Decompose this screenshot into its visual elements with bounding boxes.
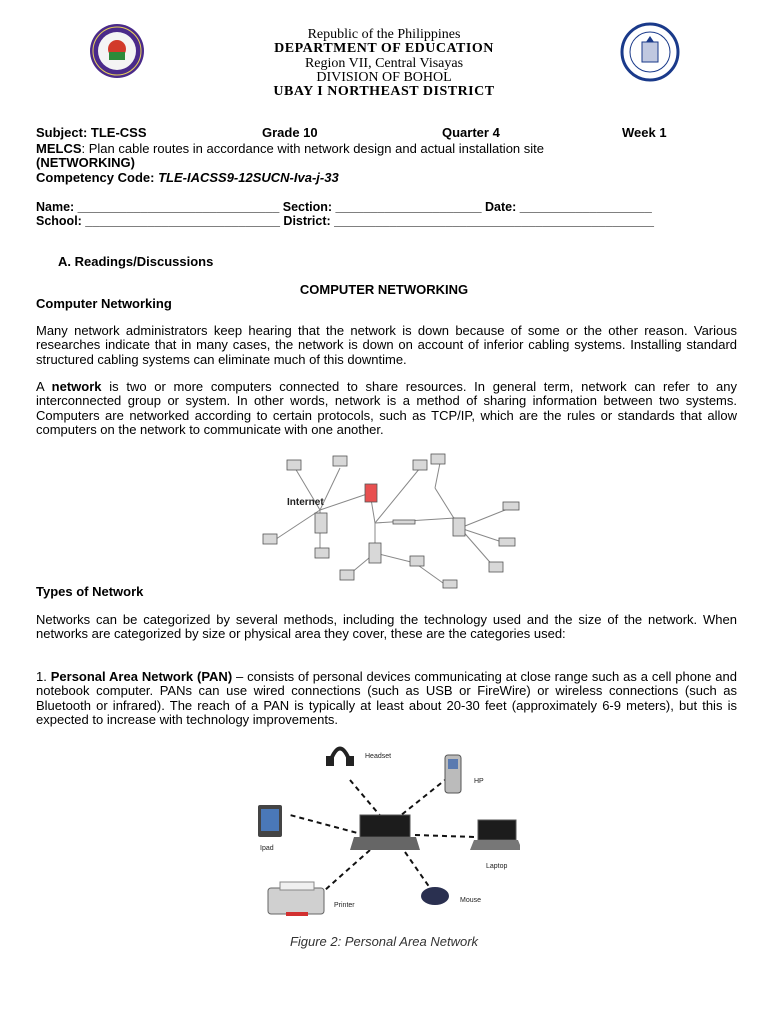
- headset-label: Headset: [365, 753, 392, 760]
- network-diagram-figure: [245, 448, 530, 590]
- printer-icon: [268, 888, 324, 914]
- section-a-heading: A. Readings/Discussions: [58, 254, 214, 269]
- paragraph-categories: Networks can be categorized by several methods, including the technology used and the size of the network. When networks are categorized by size or physical area they cover, these are the categories used:: [36, 612, 737, 642]
- paragraph-intro: Many network administrators keep hearing that the network is down because of some or the other reason. Various researches indicate that in many cases, the network is down on account of inferior cabling systems. Installing standard structured cabling systems can eliminate much of this downtime.: [36, 323, 737, 367]
- network-term: network: [51, 379, 102, 394]
- subject-label: Subject: TLE-CSS: [36, 125, 147, 140]
- laptop-label: Laptop: [486, 863, 508, 870]
- quarter-label: Quarter 4: [442, 125, 500, 140]
- header-division: DIVISION OF BOHOL: [316, 70, 452, 85]
- competency-label: Competency Code:: [36, 170, 159, 185]
- para2-text-a: A: [36, 379, 52, 394]
- paragraph-network-definition: [36, 380, 737, 438]
- school-district-line: School: ____________________________ District: ______________________________________________: [36, 214, 654, 228]
- page-title: COMPUTER NETWORKING: [299, 282, 469, 297]
- mouse-label: Mouse: [460, 897, 482, 904]
- name-section-date-line: Name: _____________________________ Section: _____________________ Date: ___________________: [36, 200, 652, 214]
- center-laptop-icon: [360, 815, 410, 837]
- computer-networking-heading: Computer Networking: [36, 296, 172, 311]
- pan-diagram-figure: [250, 730, 520, 925]
- mouse-icon: [421, 887, 449, 905]
- printer-label: Printer: [334, 902, 355, 909]
- header-region: Region VII, Central Visayas: [304, 56, 464, 71]
- internet-label: Internet: [287, 497, 324, 508]
- header-republic: Republic of the Philippines: [307, 27, 461, 42]
- pan-number: 1.: [36, 669, 51, 684]
- figure-2-caption: Figure 2: Personal Area Network: [289, 934, 479, 949]
- ipad-label: Ipad: [260, 845, 274, 852]
- header-department: DEPARTMENT OF EDUCATION: [274, 41, 494, 56]
- networking-label: (NETWORKING): [36, 155, 135, 170]
- melcs-label: MELCS: [36, 141, 82, 156]
- pan-term: Personal Area Network (PAN): [50, 669, 233, 684]
- competency-code: TLE-IACSS9-12SUCN-Iva-j-33: [158, 170, 339, 185]
- melcs-line: [36, 141, 544, 156]
- competency-line: [36, 170, 339, 185]
- types-of-network-heading: Types of Network: [36, 584, 144, 599]
- hp-label: HP: [474, 778, 484, 785]
- pan-text: – consists of personal devices communicating at close range such as a cell phone and notebook computer. PANs can use wired connections (such as USB or FireWire) or wireless connections (such as Bluetooth or infrared). The reach of a PAN is typically at least about 20-30 feet (approximately 6-9 meters), but this is expected to increase with technology improvements.: [36, 669, 737, 728]
- melcs-text: : Plan cable routes in accordance with network design and actual installation site: [81, 141, 544, 156]
- grade-label: Grade 10: [262, 125, 318, 140]
- paragraph-pan: [36, 670, 737, 728]
- para2-text-b: is two or more computers connected to share resources. In general term, network can refer to any interconnected group or system. In other words, network is a method of sharing information between two systems. Computers are networked according to certain protocols, such as TCP/IP, which are the rules or standards that allow computers on the network to communicate with one another.: [36, 379, 737, 438]
- week-label: Week 1: [622, 125, 667, 140]
- laptop-icon: [478, 820, 516, 840]
- header-district: UBAY I NORTHEAST DISTRICT: [273, 84, 495, 99]
